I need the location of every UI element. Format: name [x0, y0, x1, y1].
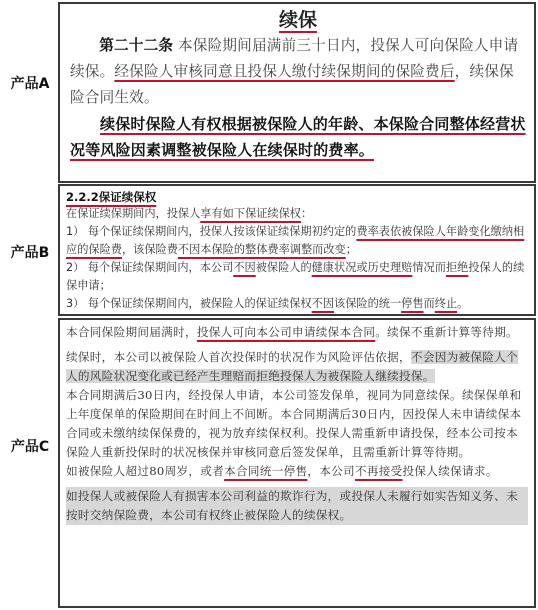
clause-b-intro: 在保证续保期间内，投保人享有如下保证续保权： — [66, 207, 313, 220]
product-b-label: 产品B — [10, 245, 50, 261]
clause-a-paragraph-2: 续保时保险人有权根据被保险人的年龄、本保险合同整体经营状况等风险因素调整被保险人在续保时的费率。 — [70, 115, 526, 159]
clause-b-item-3: 3） 每个保证续保期间内，被保险人的保证续保权不因该保险的统一停售而终止。 — [66, 297, 469, 310]
clause-b-item-2: 2） 每个保证续保期间内，本公司不因被保险人的健康状况或历史理赔情况而拒绝投保人的续保申请； — [66, 261, 525, 292]
product-c-clause-box — [58, 318, 536, 608]
clause-b-item-1: 1） 每个保证续保期间内，投保人按该保证续保期初约定的费率表依被保险人年龄变化缴纳相应的保险费，该保险费不因本保险的整体费率调整而改变； — [66, 225, 525, 256]
clause-c-paragraph-3: 本合同期满后30日内，经投保人申请，本公司签发保单，视同为同意续保。续保保单和上年度保单的保险期间在时间上不间断。本合同期满后30日内，因投保人未申请续保本合同或未缴纳续保保费的，视为放弃续保权利。投保人需重新申请投保，经本公司按本保险人重新投保时的状况核保并审核同意后签发保单，且需重新计算等待期。 — [66, 388, 522, 459]
clause-c-paragraph-5: 如投保人或被保险人有损害本公司利益的欺诈行为，或投保人未履行如实告知义务、未按时交纳保险费，本公司有权终止被保险人的续保权。 — [66, 487, 528, 525]
clause-a-paragraph-1: 第二十二条 本保险期间届满前三十日内，投保人可向保险人申请续保。经保险人审核同意且投保人缴付续保期间的保险费后，续保保险合同生效。 — [70, 37, 519, 106]
clause-c-highlight: 不会因为被保险人个人的风险状况变化或已经产生理赔而拒绝投保人为被保险人继续投保。 — [66, 350, 518, 383]
clause-a-title: 续保 — [278, 9, 317, 31]
product-b-clause-box — [58, 184, 536, 316]
product-a-clause-box — [58, 2, 536, 183]
clause-c-paragraph-4: 如被保险人超过80周岁，或者本合同统一停售，本公司不再接受投保人续保请求。 — [66, 464, 498, 478]
product-c-label: 产品C — [10, 439, 50, 455]
clause-b-heading: 2.2.2保证续保权 — [66, 190, 157, 204]
clause-c-paragraph-1: 本合同保险期间届满时，投保人可向本公司申请续保本合同。续保不重新计算等待期。 — [66, 325, 518, 339]
clause-a-underline-1: 经保险人审核同意且投保人缴付续保期间的保险费后 — [114, 63, 455, 80]
product-a-label: 产品A — [10, 76, 50, 92]
article-number: 第二十二条 — [99, 37, 174, 54]
clause-c-paragraph-2: 续保时，本公司以被保险人首次投保时的状况作为风险评估依据，不会因为被保险人个人的风险状况变化或已经产生理赔而拒绝投保人为被保险人继续投保。 — [66, 350, 518, 383]
